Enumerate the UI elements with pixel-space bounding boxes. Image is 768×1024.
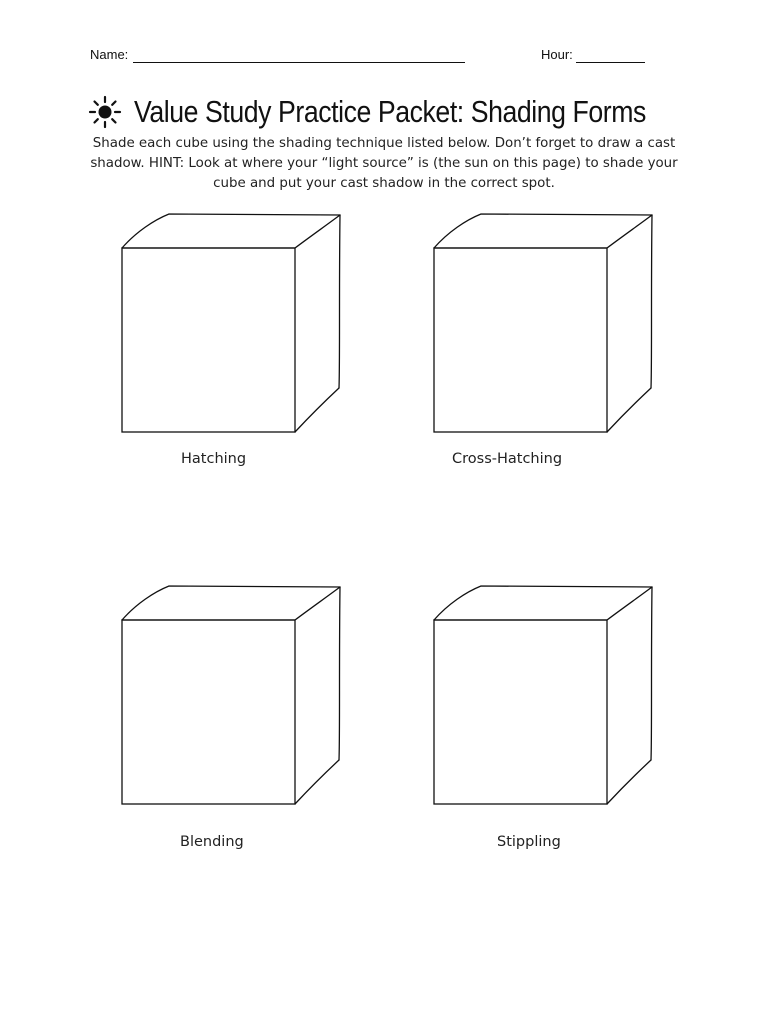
instructions-text: Shade each cube using the shading technique listed below. Don’t forget to draw a cast shadow. HINT: Look at where your “light source” is (the sun on this page) to shade your cube and put your cast shadow in the correct spot. [90,136,678,191]
cube-label-hatching: Hatching [181,451,247,467]
cube-blending[interactable] [116,582,348,818]
cube-hatching[interactable] [116,210,348,446]
name-label: Name: [90,47,129,62]
name-field[interactable] [133,62,465,63]
cube-stippling[interactable] [428,582,660,818]
page-title: Value Study Practice Packet: Shading Forms [134,94,646,129]
cube-label-stippling: Stippling [497,834,561,850]
hour-field[interactable] [576,62,645,63]
cube-label-cross-hatching: Cross-Hatching [452,451,563,467]
sun-icon [88,95,122,129]
cube-label-blending: Blending [180,834,244,850]
cube-cross-hatching[interactable] [428,210,660,446]
hour-label: Hour: [541,47,573,62]
page-title-row [88,90,729,134]
